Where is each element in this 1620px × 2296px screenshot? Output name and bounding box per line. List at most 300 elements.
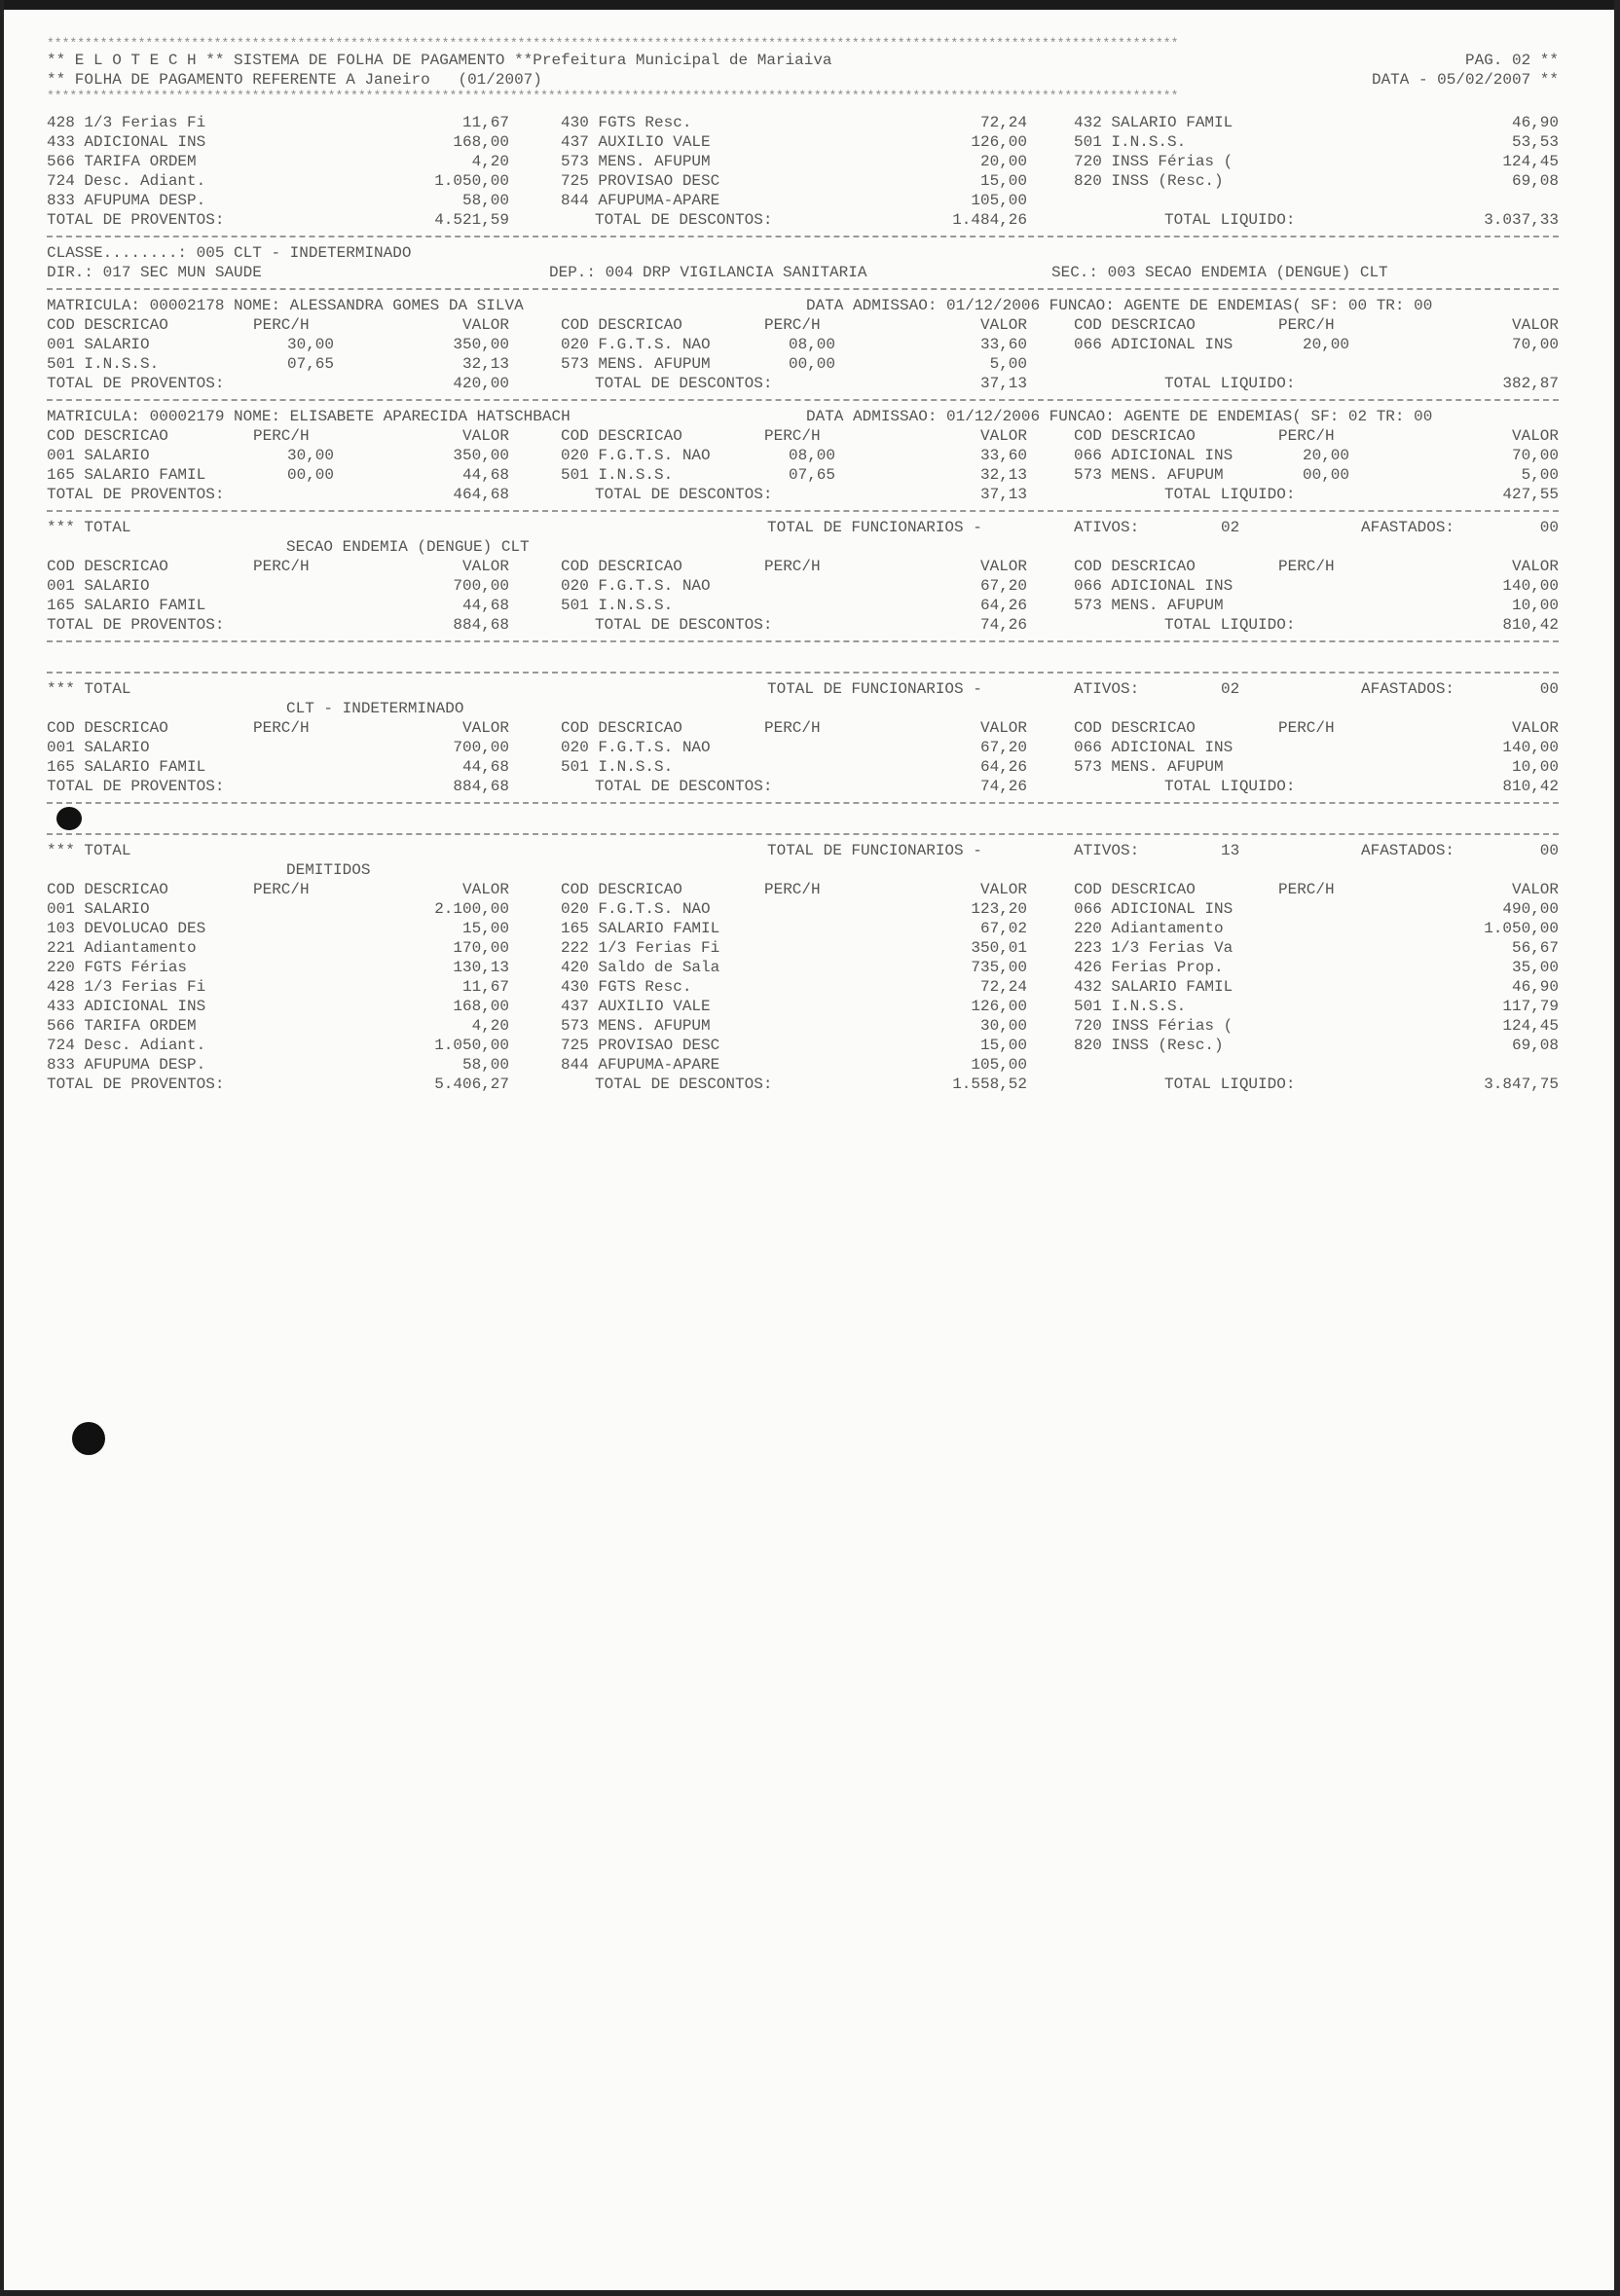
item-desc: 001 SALARIO xyxy=(47,739,150,756)
item-desc: 001 SALARIO xyxy=(47,577,150,595)
total-proventos-label: TOTAL DE PROVENTOS: xyxy=(47,211,225,229)
total-liquido-label: TOTAL LIQUIDO: xyxy=(1164,1075,1296,1093)
total-descontos-label: TOTAL DE DESCONTOS: xyxy=(595,375,773,392)
col-perc: PERC/H xyxy=(253,558,310,575)
entry-row xyxy=(47,132,1559,152)
employee-matricula-name: MATRICULA: 00002178 NOME: ALESSANDRA GOMES DA SILVA xyxy=(47,297,524,314)
total-descontos-value: 37,13 xyxy=(979,375,1027,392)
item-desc: 426 Ferias Prop. xyxy=(1074,959,1224,976)
item-desc: 020 F.G.T.S. NAO xyxy=(561,739,711,756)
star-border-top: ***************************************************************************************************************************************************** xyxy=(47,37,1179,51)
totals-row xyxy=(47,1075,1559,1094)
employee-entry-row xyxy=(47,465,1559,485)
column-header xyxy=(47,426,1559,446)
item-value: 700,00 xyxy=(453,577,509,595)
col-cod-descricao: COD DESCRICAO xyxy=(47,558,168,575)
entry-row xyxy=(47,977,1559,997)
item-value: 124,45 xyxy=(1502,1017,1559,1035)
col-perc: PERC/H xyxy=(764,558,821,575)
col-valor: VALOR xyxy=(979,558,1027,575)
item-desc: 066 ADICIONAL INS xyxy=(1074,336,1233,353)
total-section-subtitle: SECAO ENDEMIA (DENGUE) CLT xyxy=(286,538,530,556)
item-desc: 725 PROVISAO DESC xyxy=(561,172,720,190)
employee-admission-function: DATA ADMISSAO: 01/12/2006 FUNCAO: AGENTE DE ENDEMIAS( SF: 00 TR: 00 xyxy=(806,297,1433,314)
total-section-label: *** TOTAL xyxy=(47,842,131,859)
total-liquido-label: TOTAL LIQUIDO: xyxy=(1164,778,1296,795)
scan-edge-left xyxy=(0,0,4,2296)
sec-label: SEC.: 003 SECAO ENDEMIA (DENGUE) CLT xyxy=(1051,264,1388,281)
item-perc: 30,00 xyxy=(286,336,334,353)
entry-row xyxy=(47,919,1559,938)
item-desc: 428 1/3 Ferias Fi xyxy=(47,978,206,996)
col-valor: VALOR xyxy=(979,316,1027,334)
entry-row xyxy=(47,938,1559,958)
item-value: 30,00 xyxy=(979,1017,1027,1035)
total-descontos-value: 1.484,26 xyxy=(952,211,1027,229)
item-value: 33,60 xyxy=(979,336,1027,353)
item-desc: 820 INSS (Resc.) xyxy=(1074,172,1224,190)
item-desc: 501 I.N.S.S. xyxy=(561,466,674,484)
item-value: 15,00 xyxy=(979,1037,1027,1054)
item-desc: 001 SALARIO xyxy=(47,447,150,464)
total-descontos-label: TOTAL DE DESCONTOS: xyxy=(595,486,773,503)
total-proventos-value: 4.521,59 xyxy=(434,211,509,229)
item-desc: 020 F.G.T.S. NAO xyxy=(561,900,711,918)
divider xyxy=(47,833,1559,835)
item-desc: 165 SALARIO FAMIL xyxy=(561,920,720,937)
item-desc: 501 I.N.S.S. xyxy=(1074,133,1187,151)
item-desc: 573 MENS. AFUPUM xyxy=(1074,466,1224,484)
item-value: 44,68 xyxy=(461,597,509,614)
col-cod-descricao: COD DESCRICAO xyxy=(561,427,682,445)
item-desc: 165 SALARIO FAMIL xyxy=(47,466,206,484)
entry-row xyxy=(47,1016,1559,1036)
item-desc: 433 ADICIONAL INS xyxy=(47,133,206,151)
afastados-value: 00 xyxy=(1539,680,1559,698)
item-desc: 501 I.N.S.S. xyxy=(47,355,160,373)
item-value: 5,00 xyxy=(989,355,1027,373)
report-page xyxy=(47,37,1559,1094)
col-cod-descricao: COD DESCRICAO xyxy=(561,719,682,737)
item-desc: 001 SALARIO xyxy=(47,336,150,353)
divider xyxy=(47,802,1559,804)
item-desc: 566 TARIFA ORDEM xyxy=(47,1017,197,1035)
employee-entry-row xyxy=(47,446,1559,465)
divider xyxy=(47,510,1559,512)
item-desc: 103 DEVOLUCAO DES xyxy=(47,920,206,937)
col-cod-descricao: COD DESCRICAO xyxy=(1074,558,1196,575)
item-desc: 501 I.N.S.S. xyxy=(1074,998,1187,1015)
afastados-value: 00 xyxy=(1539,519,1559,536)
entry-row xyxy=(47,1036,1559,1055)
item-perc: 00,00 xyxy=(286,466,334,484)
scan-edge-top xyxy=(0,0,1620,10)
column-header xyxy=(47,718,1559,738)
item-value: 350,00 xyxy=(453,447,509,464)
entry-row xyxy=(47,191,1559,210)
item-value: 168,00 xyxy=(453,998,509,1015)
total-funcionarios-label: TOTAL DE FUNCIONARIOS - xyxy=(767,680,982,698)
item-desc: 833 AFUPUMA DESP. xyxy=(47,192,206,209)
afastados-label: AFASTADOS: xyxy=(1361,842,1455,859)
item-desc: 724 Desc. Adiant. xyxy=(47,172,206,190)
item-desc: 220 FGTS Férias xyxy=(47,959,188,976)
item-value: 15,00 xyxy=(979,172,1027,190)
item-desc: 437 AUXILIO VALE xyxy=(561,998,711,1015)
col-cod-descricao: COD DESCRICAO xyxy=(1074,719,1196,737)
col-cod-descricao: COD DESCRICAO xyxy=(1074,881,1196,898)
col-perc: PERC/H xyxy=(253,316,310,334)
col-valor: VALOR xyxy=(1511,316,1559,334)
item-desc: 720 INSS Férias ( xyxy=(1074,153,1233,170)
total-funcionarios-label: TOTAL DE FUNCIONARIOS - xyxy=(767,519,982,536)
item-perc: 00,00 xyxy=(788,355,835,373)
item-desc: 430 FGTS Resc. xyxy=(561,114,692,131)
afastados-value: 00 xyxy=(1539,842,1559,859)
item-value: 10,00 xyxy=(1511,597,1559,614)
item-desc: 066 ADICIONAL INS xyxy=(1074,447,1233,464)
col-perc: PERC/H xyxy=(764,719,821,737)
item-value: 130,13 xyxy=(453,959,509,976)
item-desc: 573 MENS. AFUPUM xyxy=(561,153,711,170)
entry-row xyxy=(47,738,1559,757)
col-perc: PERC/H xyxy=(1278,316,1335,334)
item-desc: 725 PROVISAO DESC xyxy=(561,1037,720,1054)
col-valor: VALOR xyxy=(461,558,509,575)
item-value: 56,67 xyxy=(1511,939,1559,957)
total-section-header xyxy=(47,518,1559,537)
employee-list xyxy=(47,296,1559,512)
dir-line xyxy=(47,263,1559,282)
col-perc: PERC/H xyxy=(253,719,310,737)
total-liquido-label: TOTAL LIQUIDO: xyxy=(1164,211,1296,229)
entry-row xyxy=(47,596,1559,615)
item-perc: 20,00 xyxy=(1302,447,1349,464)
total-descontos-label: TOTAL DE DESCONTOS: xyxy=(595,1075,773,1093)
col-valor: VALOR xyxy=(979,719,1027,737)
item-value: 67,20 xyxy=(979,577,1027,595)
item-desc: 428 1/3 Ferias Fi xyxy=(47,114,206,131)
item-desc: 432 SALARIO FAMIL xyxy=(1074,114,1233,131)
item-desc: 720 INSS Férias ( xyxy=(1074,1017,1233,1035)
item-perc: 08,00 xyxy=(788,336,835,353)
divider xyxy=(47,236,1559,237)
ink-blot xyxy=(56,807,82,830)
col-perc: PERC/H xyxy=(253,427,310,445)
total-section-subtitle: CLT - INDETERMINADO xyxy=(286,700,464,717)
divider xyxy=(47,288,1559,290)
item-desc: 724 Desc. Adiant. xyxy=(47,1037,206,1054)
col-valor: VALOR xyxy=(1511,427,1559,445)
item-value: 124,45 xyxy=(1502,153,1559,170)
item-desc: 844 AFUPUMA-APARE xyxy=(561,192,720,209)
entry-row xyxy=(47,152,1559,171)
ativos-label: ATIVOS: xyxy=(1074,680,1140,698)
col-valor: VALOR xyxy=(461,427,509,445)
col-cod-descricao: COD DESCRICAO xyxy=(1074,316,1196,334)
total-proventos-value: 884,68 xyxy=(453,778,509,795)
totals-row xyxy=(47,777,1559,796)
item-value: 123,20 xyxy=(971,900,1027,918)
employee-info xyxy=(47,407,1559,426)
dep-label: DEP.: 004 DRP VIGILANCIA SANITARIA xyxy=(549,264,867,281)
total-proventos-label: TOTAL DE PROVENTOS: xyxy=(47,778,225,795)
item-perc: 20,00 xyxy=(1302,336,1349,353)
total-liquido-value: 3.037,33 xyxy=(1484,211,1559,229)
item-value: 67,20 xyxy=(979,739,1027,756)
column-header xyxy=(47,880,1559,899)
star-border-bottom: ***************************************************************************************************************************************************** xyxy=(47,90,1179,103)
divider xyxy=(47,672,1559,674)
col-perc: PERC/H xyxy=(764,316,821,334)
item-value: 67,02 xyxy=(979,920,1027,937)
classe-label: CLASSE........: 005 CLT - INDETERMINADO xyxy=(47,244,412,262)
totals-row xyxy=(47,210,1559,230)
entry-row xyxy=(47,997,1559,1016)
item-value: 735,00 xyxy=(971,959,1027,976)
total-section-header xyxy=(47,679,1559,699)
item-value: 35,00 xyxy=(1511,959,1559,976)
total-section-subtitle xyxy=(47,699,1559,718)
col-cod-descricao: COD DESCRICAO xyxy=(47,316,168,334)
item-desc: 220 Adiantamento xyxy=(1074,920,1224,937)
total-liquido-value: 810,42 xyxy=(1502,778,1559,795)
total-section-subtitle xyxy=(47,537,1559,557)
col-perc: PERC/H xyxy=(764,881,821,898)
total-proventos-value: 420,00 xyxy=(453,375,509,392)
total-liquido-label: TOTAL LIQUIDO: xyxy=(1164,616,1296,634)
item-desc: 020 F.G.T.S. NAO xyxy=(561,336,711,353)
col-valor: VALOR xyxy=(979,881,1027,898)
item-desc: 432 SALARIO FAMIL xyxy=(1074,978,1233,996)
ativos-label: ATIVOS: xyxy=(1074,519,1140,536)
column-header xyxy=(47,315,1559,335)
total-liquido-label: TOTAL LIQUIDO: xyxy=(1164,375,1296,392)
col-perc: PERC/H xyxy=(1278,558,1335,575)
total-descontos-value: 37,13 xyxy=(979,486,1027,503)
page-number: PAG. 02 ** xyxy=(1464,52,1559,69)
item-perc: 07,65 xyxy=(788,466,835,484)
entry-row xyxy=(47,757,1559,777)
item-desc: 573 MENS. AFUPUM xyxy=(1074,597,1224,614)
item-value: 170,00 xyxy=(453,939,509,957)
col-valor: VALOR xyxy=(461,719,509,737)
total-proventos-value: 464,68 xyxy=(453,486,509,503)
item-value: 64,26 xyxy=(979,597,1027,614)
item-desc: 066 ADICIONAL INS xyxy=(1074,577,1233,595)
item-perc: 08,00 xyxy=(788,447,835,464)
employee-info xyxy=(47,296,1559,315)
item-value: 2.100,00 xyxy=(434,900,509,918)
col-perc: PERC/H xyxy=(764,427,821,445)
item-value: 5,00 xyxy=(1521,466,1559,484)
total-section-label: *** TOTAL xyxy=(47,519,131,536)
total-section-subtitle xyxy=(47,860,1559,880)
item-value: 70,00 xyxy=(1511,447,1559,464)
total-section-header xyxy=(47,841,1559,860)
ativos-value: 02 xyxy=(1221,519,1240,536)
item-perc: 07,65 xyxy=(286,355,334,373)
employee-entry-row xyxy=(47,335,1559,354)
system-title: ** E L O T E C H ** SISTEMA DE FOLHA DE PAGAMENTO **Prefeitura Municipal de Mariaiva xyxy=(47,52,832,69)
col-valor: VALOR xyxy=(979,427,1027,445)
item-value: 44,68 xyxy=(461,466,509,484)
item-desc: 420 Saldo de Sala xyxy=(561,959,720,976)
item-value: 53,53 xyxy=(1511,133,1559,151)
col-cod-descricao: COD DESCRICAO xyxy=(561,316,682,334)
scan-edge-right xyxy=(1614,0,1620,2296)
reference-period: ** FOLHA DE PAGAMENTO REFERENTE A Janeiro (01/2007) xyxy=(47,71,542,89)
afastados-label: AFASTADOS: xyxy=(1361,680,1455,698)
total-liquido-value: 3.847,75 xyxy=(1484,1075,1559,1093)
item-desc: 573 MENS. AFUPUM xyxy=(561,355,711,373)
continuation-block xyxy=(47,113,1559,230)
item-value: 58,00 xyxy=(461,192,509,209)
item-value: 700,00 xyxy=(453,739,509,756)
item-value: 350,00 xyxy=(453,336,509,353)
afastados-label: AFASTADOS: xyxy=(1361,519,1455,536)
col-cod-descricao: COD DESCRICAO xyxy=(47,881,168,898)
item-value: 490,00 xyxy=(1502,900,1559,918)
total-liquido-value: 427,55 xyxy=(1502,486,1559,503)
total-descontos-value: 74,26 xyxy=(979,616,1027,634)
total-descontos-value: 1.558,52 xyxy=(952,1075,1027,1093)
item-desc: 566 TARIFA ORDEM xyxy=(47,153,197,170)
item-value: 72,24 xyxy=(979,978,1027,996)
item-value: 69,08 xyxy=(1511,172,1559,190)
item-desc: 573 MENS. AFUPUM xyxy=(561,1017,711,1035)
item-desc: 221 Adiantamento xyxy=(47,939,197,957)
item-desc: 001 SALARIO xyxy=(47,900,150,918)
item-desc: 020 F.G.T.S. NAO xyxy=(561,447,711,464)
total-proventos-label: TOTAL DE PROVENTOS: xyxy=(47,1075,225,1093)
total-funcionarios-label: TOTAL DE FUNCIONARIOS - xyxy=(767,842,982,859)
header-system-line xyxy=(47,51,1559,70)
item-value: 70,00 xyxy=(1511,336,1559,353)
header-ref-line xyxy=(47,70,1559,90)
ink-blot xyxy=(72,1422,105,1455)
entry-row xyxy=(47,899,1559,919)
item-desc: 066 ADICIONAL INS xyxy=(1074,900,1233,918)
total-proventos-label: TOTAL DE PROVENTOS: xyxy=(47,616,225,634)
item-desc: 165 SALARIO FAMIL xyxy=(47,597,206,614)
total-liquido-label: TOTAL LIQUIDO: xyxy=(1164,486,1296,503)
item-value: 350,01 xyxy=(971,939,1027,957)
item-desc: 066 ADICIONAL INS xyxy=(1074,739,1233,756)
item-value: 15,00 xyxy=(461,920,509,937)
total-proventos-label: TOTAL DE PROVENTOS: xyxy=(47,375,225,392)
dir-label: DIR.: 017 SEC MUN SAUDE xyxy=(47,264,262,281)
item-value: 105,00 xyxy=(971,192,1027,209)
col-valor: VALOR xyxy=(1511,719,1559,737)
item-desc: 844 AFUPUMA-APARE xyxy=(561,1056,720,1074)
total-proventos-label: TOTAL DE PROVENTOS: xyxy=(47,486,225,503)
col-valor: VALOR xyxy=(1511,881,1559,898)
totals-row xyxy=(47,615,1559,635)
item-value: 33,60 xyxy=(979,447,1027,464)
item-desc: 020 F.G.T.S. NAO xyxy=(561,577,711,595)
item-value: 117,79 xyxy=(1502,998,1559,1015)
item-desc: 820 INSS (Resc.) xyxy=(1074,1037,1224,1054)
divider xyxy=(47,640,1559,642)
item-desc: 501 I.N.S.S. xyxy=(561,758,674,776)
item-desc: 833 AFUPUMA DESP. xyxy=(47,1056,206,1074)
total-liquido-value: 810,42 xyxy=(1502,616,1559,634)
total-proventos-value: 5.406,27 xyxy=(434,1075,509,1093)
item-desc: 501 I.N.S.S. xyxy=(561,597,674,614)
item-perc: 30,00 xyxy=(286,447,334,464)
item-desc: 165 SALARIO FAMIL xyxy=(47,758,206,776)
totals-row xyxy=(47,485,1559,504)
item-value: 32,13 xyxy=(979,466,1027,484)
col-cod-descricao: COD DESCRICAO xyxy=(561,558,682,575)
totals-row xyxy=(47,374,1559,393)
item-value: 10,00 xyxy=(1511,758,1559,776)
employee-admission-function: DATA ADMISSAO: 01/12/2006 FUNCAO: AGENTE DE ENDEMIAS( SF: 02 TR: 00 xyxy=(806,408,1433,425)
ativos-value: 13 xyxy=(1221,842,1240,859)
item-value: 72,24 xyxy=(979,114,1027,131)
item-value: 105,00 xyxy=(971,1056,1027,1074)
item-value: 126,00 xyxy=(971,998,1027,1015)
total-descontos-label: TOTAL DE DESCONTOS: xyxy=(595,778,773,795)
classe-line xyxy=(47,243,1559,263)
item-value: 11,67 xyxy=(461,978,509,996)
item-desc: 433 ADICIONAL INS xyxy=(47,998,206,1015)
total-section-subtitle: DEMITIDOS xyxy=(286,861,371,879)
col-perc: PERC/H xyxy=(1278,881,1335,898)
entry-row xyxy=(47,1055,1559,1075)
item-value: 4,20 xyxy=(471,153,509,170)
employee-entry-row xyxy=(47,354,1559,374)
item-value: 11,67 xyxy=(461,114,509,131)
total-descontos-label: TOTAL DE DESCONTOS: xyxy=(595,616,773,634)
col-perc: PERC/H xyxy=(253,881,310,898)
ativos-value: 02 xyxy=(1221,680,1240,698)
total-descontos-label: TOTAL DE DESCONTOS: xyxy=(595,211,773,229)
col-valor: VALOR xyxy=(461,316,509,334)
divider xyxy=(47,399,1559,401)
item-value: 1.050,00 xyxy=(1484,920,1559,937)
item-value: 64,26 xyxy=(979,758,1027,776)
item-value: 32,13 xyxy=(461,355,509,373)
item-value: 58,00 xyxy=(461,1056,509,1074)
col-cod-descricao: COD DESCRICAO xyxy=(1074,427,1196,445)
item-value: 1.050,00 xyxy=(434,172,509,190)
entry-row xyxy=(47,171,1559,191)
scan-edge-bottom xyxy=(0,2290,1620,2296)
item-perc: 00,00 xyxy=(1302,466,1349,484)
item-value: 46,90 xyxy=(1511,114,1559,131)
item-desc: 430 FGTS Resc. xyxy=(561,978,692,996)
entry-row xyxy=(47,958,1559,977)
employee-matricula-name: MATRICULA: 00002179 NOME: ELISABETE APARECIDA HATSCHBACH xyxy=(47,408,571,425)
col-cod-descricao: COD DESCRICAO xyxy=(47,719,168,737)
report-date: DATA - 05/02/2007 ** xyxy=(1371,71,1559,89)
item-value: 1.050,00 xyxy=(434,1037,509,1054)
item-value: 168,00 xyxy=(453,133,509,151)
col-valor: VALOR xyxy=(461,881,509,898)
item-value: 140,00 xyxy=(1502,739,1559,756)
item-desc: 573 MENS. AFUPUM xyxy=(1074,758,1224,776)
item-value: 4,20 xyxy=(471,1017,509,1035)
total-liquido-value: 382,87 xyxy=(1502,375,1559,392)
item-value: 140,00 xyxy=(1502,577,1559,595)
col-perc: PERC/H xyxy=(1278,719,1335,737)
column-header xyxy=(47,557,1559,576)
item-value: 46,90 xyxy=(1511,978,1559,996)
col-perc: PERC/H xyxy=(1278,427,1335,445)
item-desc: 437 AUXILIO VALE xyxy=(561,133,711,151)
